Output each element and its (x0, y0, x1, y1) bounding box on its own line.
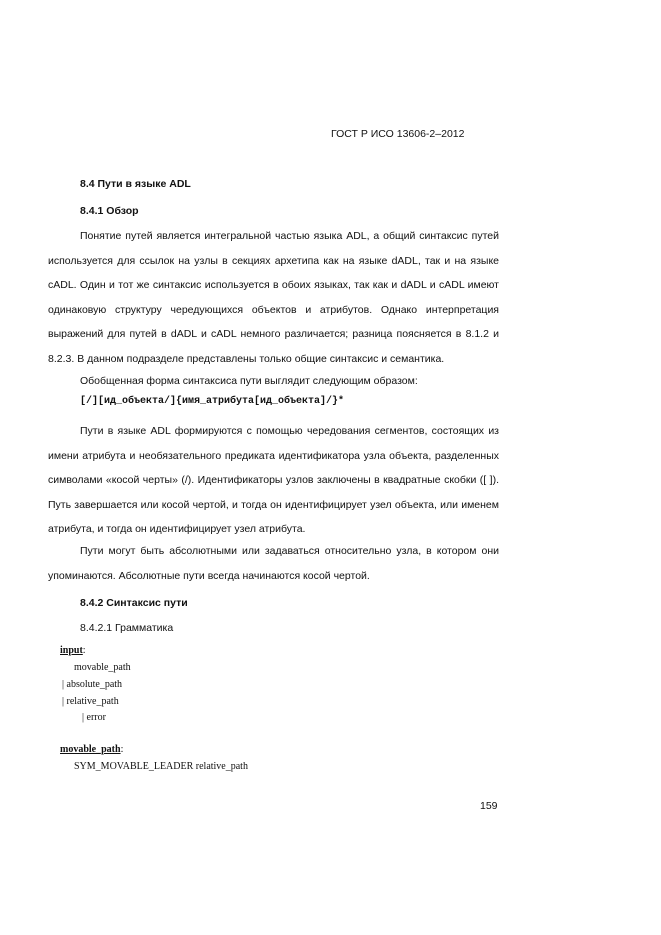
path-syntax-formula: [/][ид_объекта/]{имя_атрибута[ид_объекта]/}* (80, 396, 345, 407)
section-heading-8-4-1: 8.4.1 Обзор (80, 205, 139, 217)
grammar-line-absolute: | absolute_path (62, 679, 123, 690)
grammar-colon: : (120, 744, 124, 755)
grammar-line-movable: movable_path (74, 662, 131, 673)
grammar-line-sym-movable: SYM_MOVABLE_LEADER relative_path (74, 761, 248, 772)
paragraph-overview-text: Понятие путей является интегральной частью языка ADL, а общий синтаксис путей используется для ссылок на узлы в секциях архетипа как на языке dADL, так и на языке cADL. Один и тот же синтаксис используется в обоих языках, так как и dADL и cADL имеют одинаковую структуру чередующихся объектов и атрибутов. Однако интерпретация выражений для путей в dADL и cADL немного различается; разница поясняется в 8.1.2 и 8.2.3. В данном подразделе представлены только общие синтаксис и семантика. (48, 230, 499, 365)
paragraph-formation (48, 419, 499, 542)
paragraph-overview (48, 224, 499, 371)
section-heading-8-4-2-1: 8.4.2.1 Грамматика (80, 622, 174, 634)
paragraph-generic-form-text: Обобщенная форма синтаксиса пути выглядит следующим образом: (80, 375, 418, 387)
paragraph-absolute (48, 539, 499, 588)
grammar-line-error: | error (82, 712, 106, 723)
grammar-keyword-input: input (60, 645, 83, 656)
paragraph-generic-form (48, 369, 499, 394)
grammar-input-rule (60, 643, 86, 660)
paragraph-absolute-text: Пути могут быть абсолютными или задаваться относительно узла, в котором они упоминаются. Абсолютные пути всегда начинаются косой чертой. (48, 545, 499, 582)
grammar-keyword-movable-path: movable_path (60, 744, 121, 755)
grammar-movable-rule (60, 742, 123, 759)
grammar-line-relative: | relative_path (62, 696, 119, 707)
section-heading-8-4-2: 8.4.2 Синтаксис пути (80, 597, 188, 609)
standard-header: ГОСТ Р ИСО 13606-2–2012 (331, 128, 465, 140)
grammar-colon: : (82, 645, 86, 656)
paragraph-formation-text: Пути в языке ADL формируются с помощью чередования сегментов, состоящих из имени атрибута и необязательного предиката идентификатора узла объекта, разделенных символами «косой черты» (/). Идентификаторы узлов заключены в квадратные скобки ([ ]). Путь завершается или косой чертой, и тогда он идентифицирует узел объекта, или именем атрибута, и тогда он идентифицирует узел атрибута. (48, 425, 499, 535)
section-heading-8-4: 8.4 Пути в языке ADL (80, 178, 191, 190)
page-number: 159 (480, 800, 498, 812)
